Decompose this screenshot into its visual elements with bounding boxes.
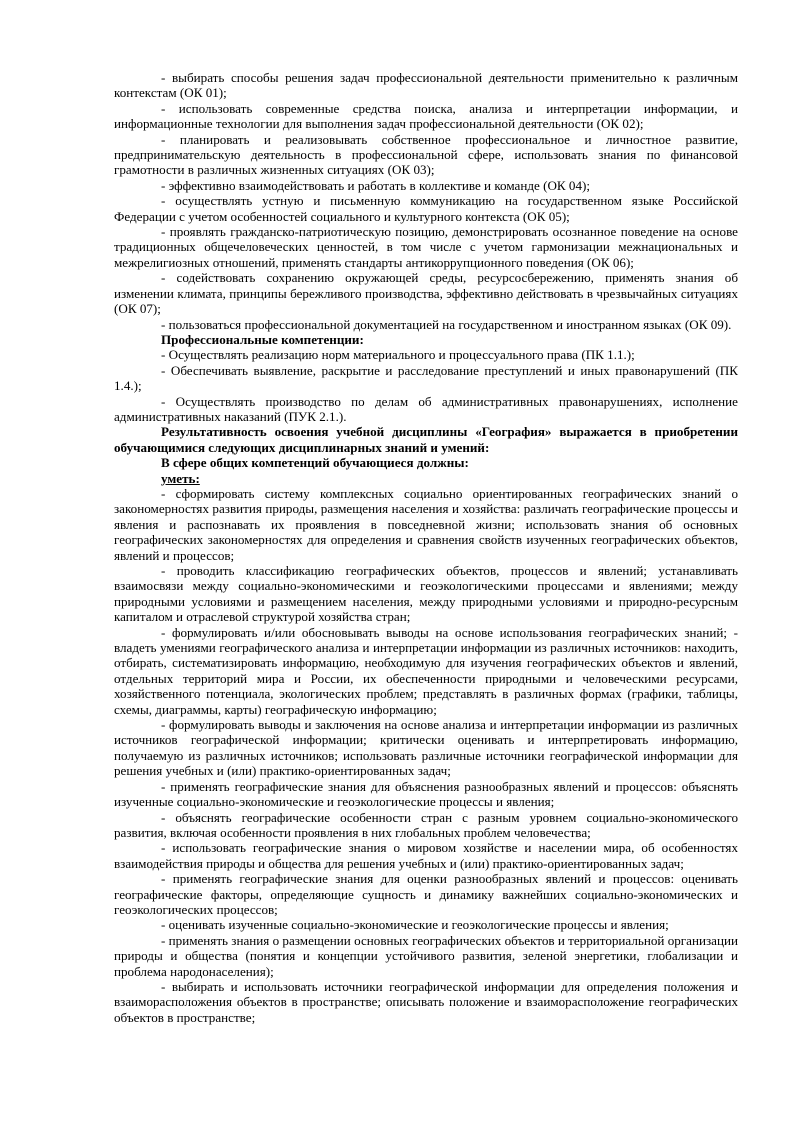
section-heading-professional-competencies: Профессиональные компетенции: [161,331,364,347]
skill-item: - сформировать систему комплексных социально ориентированных географических знаний о закономерностях развития природы, размещения населения и хозяйства: различать географические процессы и явления и распознавать их проявления в повседневной жизни; использовать знания об основных географических закономерностях для определения и сравнения свойств изученных географических объектов, явлений и процессов; [114,485,738,563]
competency-ok01: - выбирать способы решения задач профессиональной деятельности применительно к различным контекстам (ОК 01); [114,70,738,101]
competency-ok07: - содействовать сохранению окружающей среды, ресурсосбережению, применять знания об изменении климата, принципы бережливого производства, эффективно действовать в чрезвычайных ситуациях (ОК 07); [114,270,738,317]
section-heading-general-competencies: В сфере общих компетенций обучающиеся должны: [161,455,469,471]
competency-pk11: - Осуществлять реализацию норм материального и процессуального права (ПК 1.1.); [161,347,635,363]
skill-item: - использовать географические знания о мировом хозяйстве и населении мира, об особенностях взаимодействия природы и общества для решения учебных и (или) практико-ориентированных задач; [114,840,738,871]
competency-ok09: - пользоваться профессиональной документацией на государственном и иностранном языках (ОК 09). [161,316,732,332]
competency-ok03: - планировать и реализовывать собственное профессиональное и личностное развитие, предпринимательскую деятельность в профессиональной сфере, использовать знания по финансовой грамотности в различных жизненных ситуациях (ОК 03); [114,131,738,178]
section-heading-results: Результативность освоения учебной дисциплины «География» выражается в приобретении обучающимися следующих дисциплинарных знаний и умений: [114,424,738,455]
skill-item: - применять географические знания для оценки разнообразных явлений и процессов: оценивать географические факторы, определяющие сущность и динамику важнейших социально-экономических и геоэкологических процессов; [114,871,738,917]
competency-puk21: - Осуществлять производство по делам об административных правонарушениях, исполнение административных наказаний (ПУК 2.1.). [114,393,738,424]
skill-item: - объяснять географические особенности стран с разным уровнем социально-экономического развития, включая особенности проявления в них глобальных проблем человечества; [114,809,738,840]
competency-ok04: - эффективно взаимодействовать и работать в коллективе и команде (ОК 04); [161,177,591,193]
competency-ok02: - использовать современные средства поиска, анализа и интерпретации информации, и информационные технологии для выполнения задач профессиональной деятельности (ОК 02); [114,100,738,132]
skill-item: - формулировать и/или обосновывать выводы на основе использования географических знаний; - владеть умениями географического анализа и интерпретации информации из различных источников: находить, отбирать, систематизировать информацию, необходимую для изучения географических объектов и явлений, отдельных территорий мира и России, их обеспеченности природными и человеческими ресурсами, хозяйственного потенциала, экологических проблем; представлять в различных формах (графики, таблицы, схемы, диаграммы, карты) географическую информацию; [114,624,738,717]
competency-ok06: - проявлять гражданско-патриотическую позицию, демонстрировать осознанное поведение на основе традиционных общечеловеческих ценностей, в том числе с учетом гармонизации межнациональных и межрелигиозных отношений, применять стандарты антикоррупционного поведения (ОК 06); [114,224,738,270]
skill-item: - оценивать изученные социально-экономические и геоэкологические процессы и явления; [161,917,669,933]
skill-item: - выбирать и использовать источники географической информации для определения положения и взаиморасположения объектов в пространстве; описывать положение и взаиморасположение географических объектов в пространстве; [114,978,738,1025]
competency-pk14: - Обеспечивать выявление, раскрытие и расследование преступлений и иных правонарушений (ПК 1.4.); [114,362,738,394]
skill-item: - формулировать выводы и заключения на основе анализа и интерпретации информации из различных источников географической информации; критически оценивать и интерпретировать информацию, получаемую из различных источников; использовать различные источники географической информации для решения учебных и (или) практико-ориентированных задач; [114,717,738,779]
skill-item: - проводить классификацию географических объектов, процессов и явлений; устанавливать взаимосвязи между социально-экономическими и геоэкологическими процессами и явлениями; между природными условиями и размещением населения, между природными условиями и природно-ресурсным капиталом и отраслевой структурой хозяйства стран; [114,563,738,625]
skill-item: - применять географические знания для объяснения разнообразных явлений и процессов: объяснять изученные социально-экономические и геоэкологические процессы и явления; [114,778,738,810]
document-page [114,70,738,1025]
competency-ok05: - осуществлять устную и письменную коммуникацию на государственном языке Российской Федерации с учетом особенностей социального и культурного контекста (ОК 05); [114,193,738,224]
section-heading-skills: уметь: [161,470,200,486]
skill-item: - применять знания о размещении основных географических объектов и территориальной организации природы и общества (понятия и концепции устойчивого развития, зеленой энергетики, глобализации и проблема народонаселения); [114,932,738,979]
